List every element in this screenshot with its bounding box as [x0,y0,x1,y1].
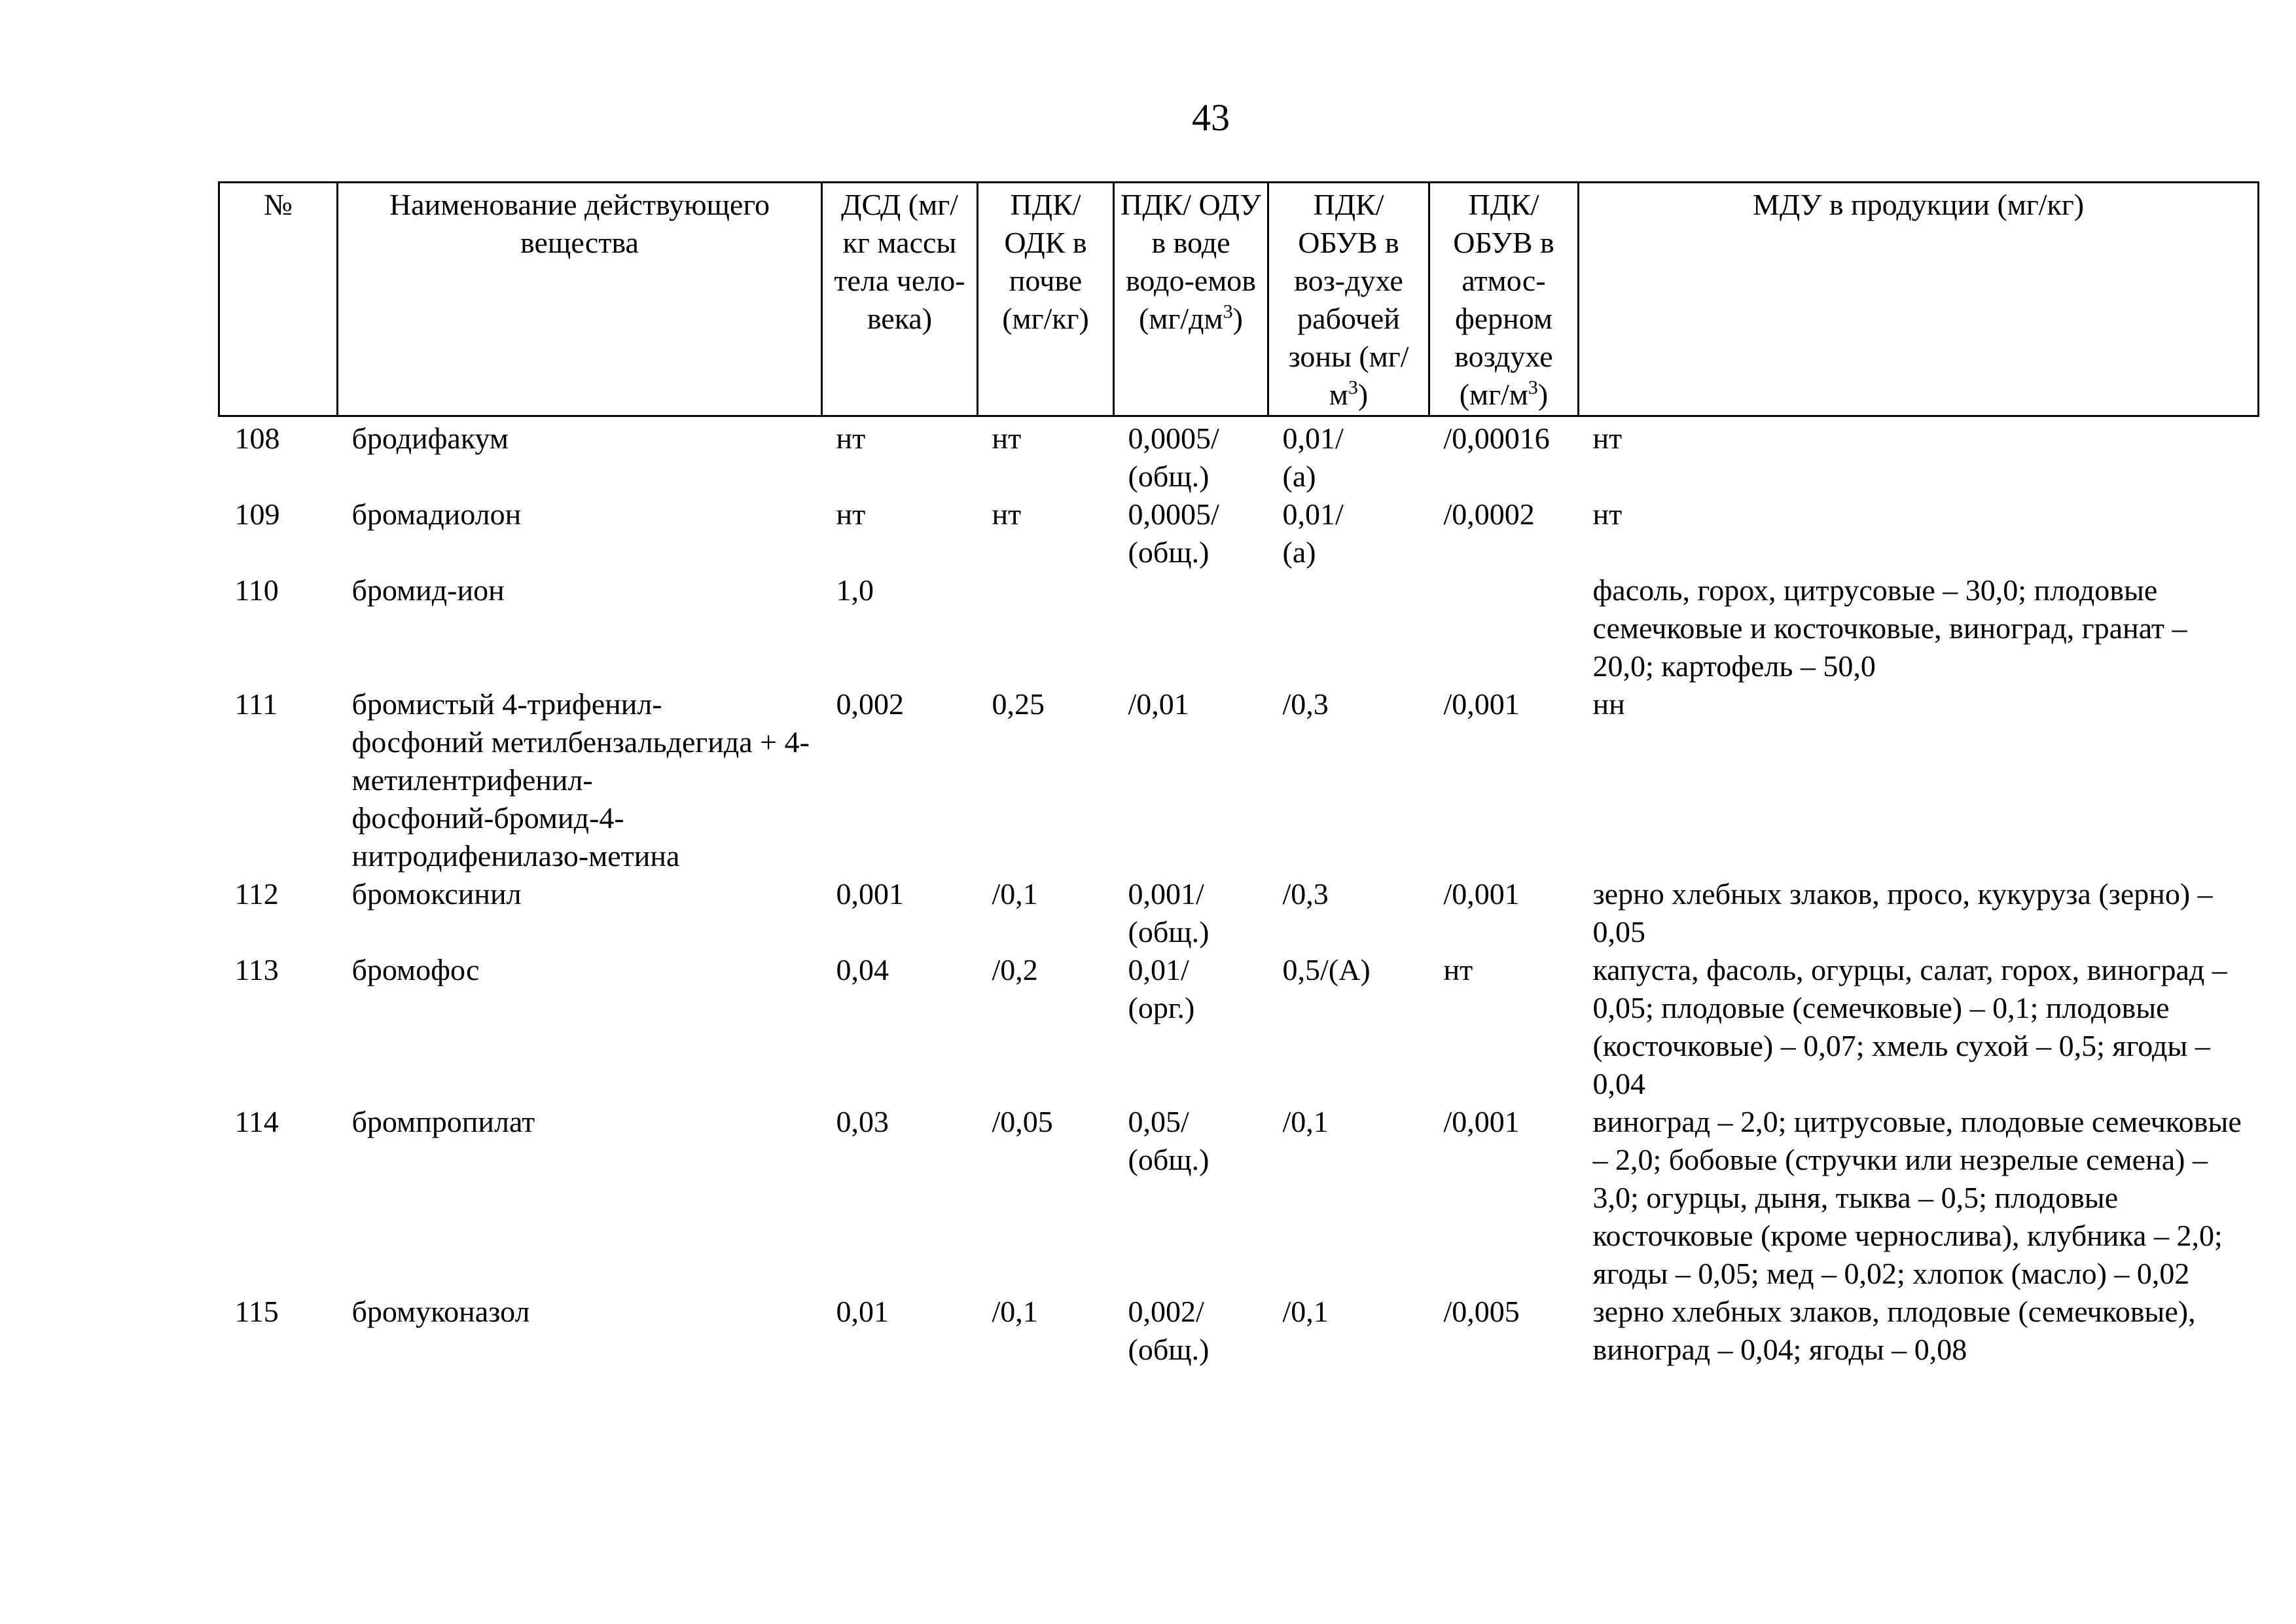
cell-soil: /0,1 [992,877,1038,911]
cell-num: 115 [234,1295,279,1328]
cell-work-air: /0,1 [1282,1295,1329,1328]
substances-table [218,181,2259,1369]
header-soil: ПДК/ ОДК в почве (мг/кг) [978,183,1114,416]
cell-soil: 0,25 [992,687,1045,721]
cell-mdu: нт [1592,422,1623,455]
cell-mdu: виноград – 2,0; цитрусовые, плодовые семечковые – 2,0; бобовые (стручки или незрелые семена) – 3,0; огурцы, дыня, тыква – 0,5; плодовые косточковые (кроме чернослива), клубника – 2,0; ягоды – 0,05; мед – 0,02; хлопок (масло) – 0,02 [1592,1105,2242,1290]
header-work-air: ПДК/ ОБУВ в воз-духе рабочей зоны $(мг/м^3)$ [1268,183,1429,416]
cell-atm-air [1429,571,1579,685]
cell-soil: нт [992,422,1022,455]
table-header-row [219,183,2259,416]
cell-work-air: /0,3 [1282,877,1329,911]
cell-soil [978,571,1114,685]
cell-water: 0,001/ (общ.) [1128,877,1210,948]
cell-mdu: нт [1592,497,1623,531]
cell-work-air: /0,3 [1282,687,1329,721]
cell-mdu: зерно хлебных злаков, просо, кукуруза (зерно) – 0,05 [1592,877,2213,948]
header-water: ПДК/ ОДУ в воде водо-емов $(мг/дм^3)$ [1114,183,1268,416]
header-substance-name: Наименование действующего вещества [338,183,822,416]
cell-work-air: 0,01/ (а) [1282,422,1344,493]
cell-atm-air: /0,0002 [1443,497,1535,531]
cell-work-air: 0,5/(А) [1282,953,1371,986]
cell-mdu: зерно хлебных злаков, плодовые (семечковые), виноград – 0,04; ягоды – 0,08 [1592,1295,2196,1366]
cell-water: 0,0005/ (общ.) [1128,422,1219,493]
cell-water: 0,002/ (общ.) [1128,1295,1210,1366]
cell-name: бродифакум [351,422,509,455]
cell-dsd: 0,001 [836,877,904,911]
cell-name: бромуконазол [351,1295,530,1328]
header-dsd: ДСД (мг/кг массы тела чело-века) [822,183,978,416]
cell-mdu: фасоль, горох, цитрусовые – 30,0; плодовые семечковые и косточковые, виноград, гранат – 20,0; картофель – 50,0 [1592,573,2187,683]
header-num: № [219,183,338,416]
cell-name: бромоксинил [351,877,522,911]
cell-dsd: 0,03 [836,1105,889,1138]
table-row [219,571,2259,685]
table-row [219,951,2259,1103]
cell-mdu: нн [1592,687,1625,721]
cell-atm-air: /0,001 [1443,877,1520,911]
cell-work-air: 0,01/ (а) [1282,497,1344,569]
cell-water [1114,571,1268,685]
table-row [219,496,2259,571]
cell-num: 108 [234,422,280,455]
cell-work-air: /0,1 [1282,1105,1329,1138]
cell-dsd: 1,0 [836,573,874,607]
cell-soil: /0,05 [992,1105,1053,1138]
table-row [219,416,2259,496]
cell-num: 110 [234,573,279,607]
header-atm-air: ПДК/ ОБУВ в атмос-ферном воздухе $(мг/м^3)$ [1429,183,1579,416]
cell-dsd: 0,002 [836,687,904,721]
header-mdu: МДУ в продукции (мг/кг) [1579,183,2259,416]
cell-name: бромпропилат [351,1105,535,1138]
cell-mdu: капуста, фасоль, огурцы, салат, горох, виноград – 0,05; плодовые (семечковые) – 0,1; плодовые (косточковые) – 0,07; хмель сухой – 0,5; ягоды – 0,04 [1592,953,2227,1100]
cell-atm-air: нт [1443,953,1473,986]
table-row [219,1103,2259,1293]
cell-num: 113 [234,953,279,986]
table-row [219,875,2259,951]
cell-name: бромофос [351,953,480,986]
cell-name: бромистый 4-трифенил- фосфоний метилбензальдегида + 4-метилентрифенил- фосфоний-бромид-4- нитродифенилазо-метина [351,687,810,873]
cell-name: бромадиолон [351,497,522,531]
cell-num: 111 [234,687,278,721]
cell-atm-air: /0,00016 [1443,422,1550,455]
table-row [219,1293,2259,1369]
cell-num: 109 [234,497,280,531]
cell-water: 0,05/ (общ.) [1128,1105,1210,1176]
cell-num: 112 [234,877,279,911]
table-row [219,685,2259,875]
cell-name: бромид-ион [351,573,505,607]
cell-dsd: 0,01 [836,1295,889,1328]
cell-water: 0,01/ (орг.) [1128,953,1195,1024]
cell-atm-air: /0,005 [1443,1295,1520,1328]
cell-soil: нт [992,497,1022,531]
page-number: 43 [1192,96,1230,139]
cell-water: /0,01 [1128,687,1189,721]
cell-atm-air: /0,001 [1443,687,1520,721]
cell-soil: /0,1 [992,1295,1038,1328]
cell-dsd: 0,04 [836,953,889,986]
cell-num: 114 [234,1105,279,1138]
cell-atm-air: /0,001 [1443,1105,1520,1138]
cell-water: 0,0005/ (общ.) [1128,497,1219,569]
cell-dsd: нт [836,422,866,455]
cell-dsd: нт [836,497,866,531]
cell-work-air [1268,571,1429,685]
cell-soil: /0,2 [992,953,1038,986]
